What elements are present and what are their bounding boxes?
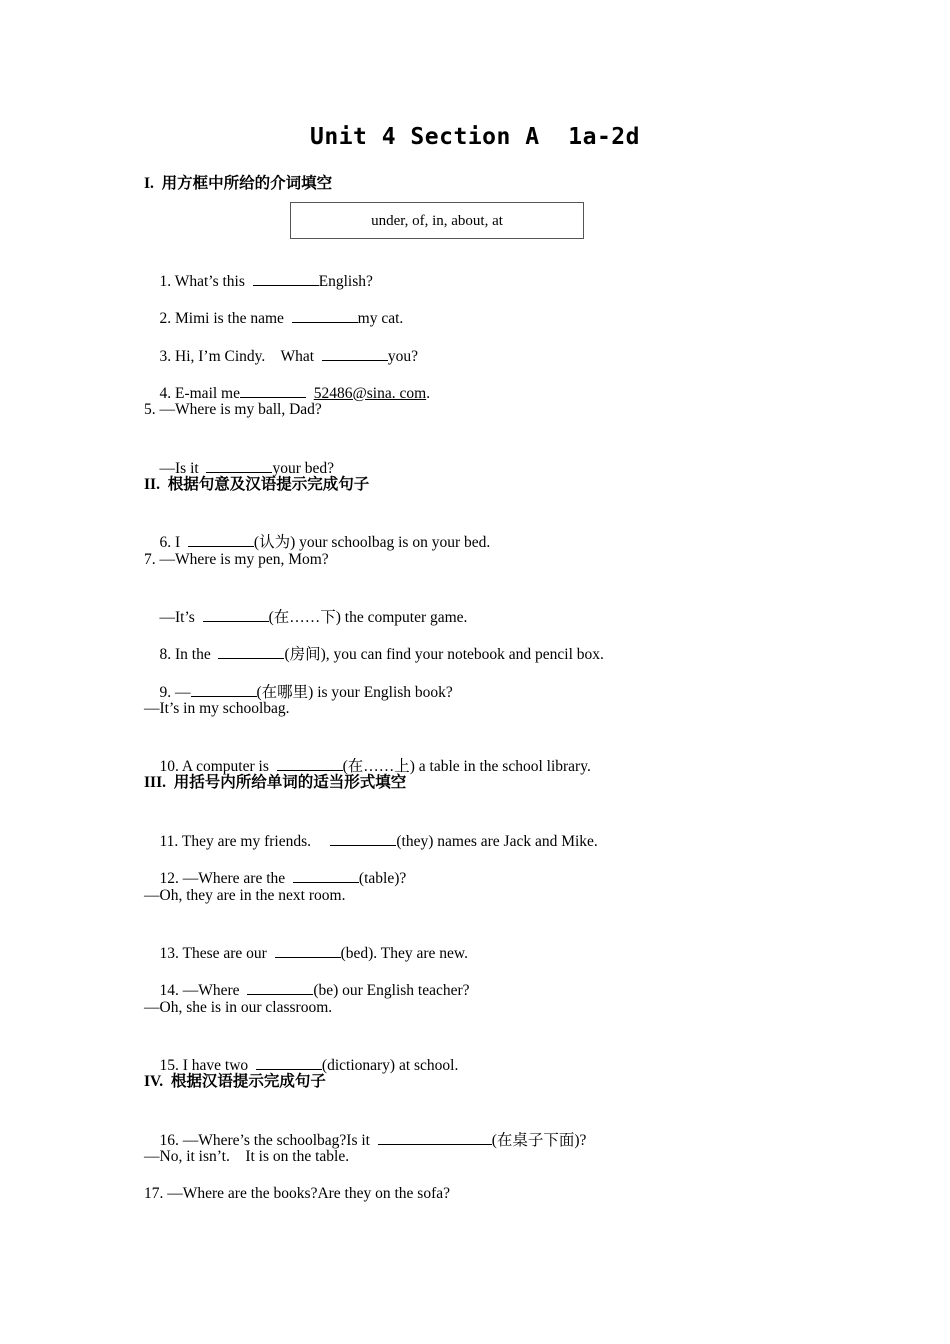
word-box: under, of, in, about, at [290, 202, 584, 239]
question-text: (be) our English teacher? [313, 982, 470, 999]
question-text: your bed? [272, 460, 334, 477]
section-heading-4: IV. 根据汉语提示完成句子 [144, 1073, 326, 1090]
question-5a: 5. —Where is my ball, Dad? [144, 401, 322, 418]
question-text: 6. I [159, 534, 188, 551]
question-text: (在哪里) is your English book? [256, 684, 453, 701]
question-text: (table)? [358, 870, 407, 887]
question-text: (在桌子下面)? [491, 1132, 587, 1149]
question-17a: 17. —Where are the books?Are they on the sofa? [144, 1185, 451, 1202]
email-link[interactable]: 52486@sina. com [313, 385, 427, 402]
question-text: 10. A computer is [159, 758, 277, 775]
question-text: (房间), you can find your notebook and pencil box. [284, 646, 604, 663]
question-text: 15. I have two [159, 1057, 256, 1074]
answer-blank[interactable] [191, 682, 257, 697]
question-text: 14. —Where [159, 982, 248, 999]
answer-blank[interactable] [188, 532, 254, 547]
question-text: English? [318, 273, 373, 290]
section-heading-2: II. 根据句意及汉语提示完成句子 [144, 476, 370, 493]
answer-blank[interactable] [253, 271, 319, 286]
question-text: 13. These are our [159, 945, 275, 962]
question-text: —Is it [159, 460, 207, 477]
answer-blank[interactable] [322, 346, 388, 361]
question-16b: —No, it isn’t. It is on the table. [144, 1148, 350, 1165]
question-text: 3. Hi, I’m Cindy. What [159, 348, 322, 365]
question-text: 11. They are my friends. [159, 833, 331, 850]
answer-blank[interactable] [256, 1055, 322, 1070]
question-text: 4. E-mail me [159, 385, 240, 402]
question-text: . [426, 385, 431, 402]
answer-blank[interactable] [240, 383, 306, 398]
question-text: (在……下) the computer game. [268, 609, 468, 626]
question-7a: 7. —Where is my pen, Mom? [144, 551, 329, 568]
question-text: 12. —Where are the [159, 870, 293, 887]
section-heading-1: I. 用方框中所给的介词填空 [144, 175, 333, 192]
page-title: Unit 4 Section A 1a-2d [310, 124, 640, 150]
answer-blank[interactable] [293, 868, 359, 883]
question-text: 2. Mimi is the name [159, 310, 292, 327]
question-text: —It’s [159, 609, 203, 626]
answer-blank[interactable] [275, 943, 341, 958]
question-text: (在……上) a table in the school library. [342, 758, 591, 775]
question-text: my cat. [357, 310, 404, 327]
answer-blank[interactable] [277, 756, 343, 771]
answer-blank[interactable] [203, 607, 269, 622]
answer-blank[interactable] [292, 308, 358, 323]
question-text: (bed). They are new. [340, 945, 468, 962]
answer-blank[interactable] [330, 831, 396, 846]
question-text: 8. In the [159, 646, 219, 663]
answer-blank[interactable] [247, 980, 313, 995]
question-text: (dictionary) at school. [321, 1057, 459, 1074]
question-text: 9. — [159, 684, 191, 701]
question-9b: —It’s in my schoolbag. [144, 700, 290, 717]
answer-blank[interactable] [218, 644, 284, 659]
answer-blank[interactable] [378, 1130, 492, 1145]
question-12b: —Oh, they are in the next room. [144, 887, 346, 904]
question-text: (they) names are Jack and Mike. [396, 833, 598, 850]
question-text: you? [387, 348, 418, 365]
section-heading-3: III. 用括号内所给单词的适当形式填空 [144, 774, 407, 791]
question-14b: —Oh, she is in our classroom. [144, 999, 333, 1016]
question-text: 1. What’s this [159, 273, 253, 290]
question-text: 16. —Where’s the schoolbag?Is it [159, 1132, 378, 1149]
question-text: (认为) your schoolbag is on your bed. [253, 534, 491, 551]
answer-blank[interactable] [206, 458, 272, 473]
